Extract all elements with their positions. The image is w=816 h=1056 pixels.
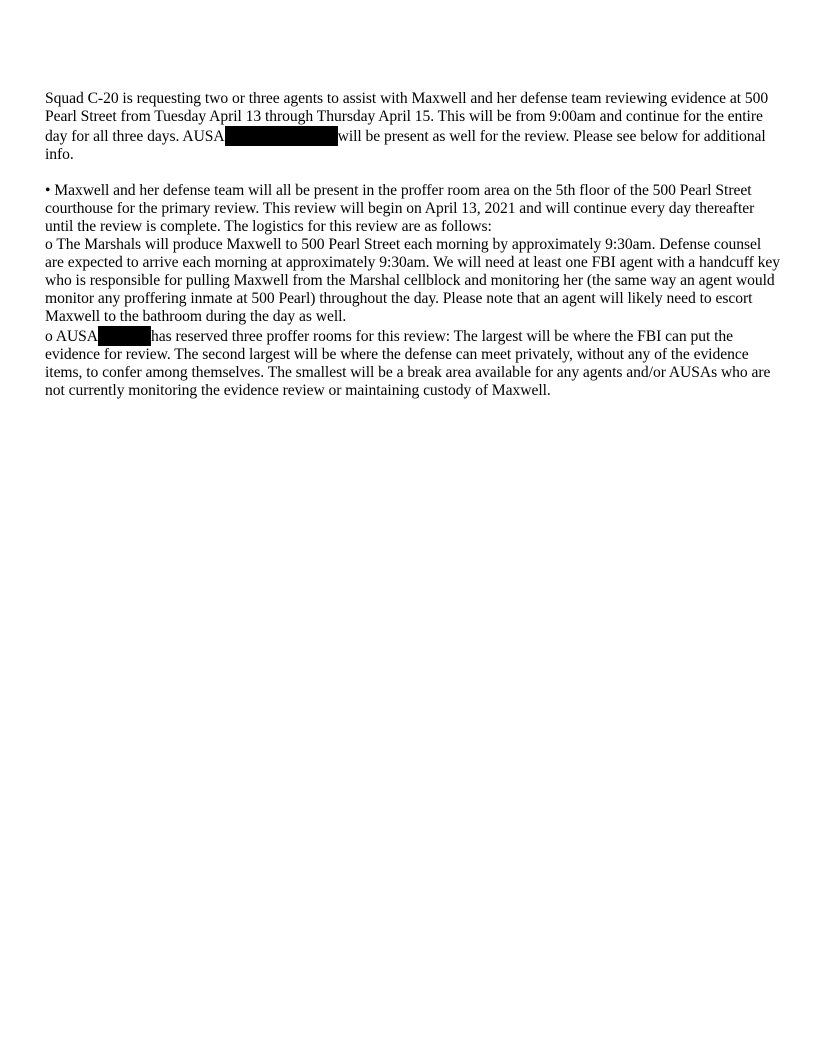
intro-text-before-redaction: Squad C-20 is requesting two or three agents to assist with Maxwell and her defense team reviewing evidence at 500 Pearl Street from Tuesday April 13 through Thursday April 15. This will be from 9:00am and continue for the entire day for all three days. AUSA xyxy=(45,90,769,145)
bullet-paragraph: • Maxwell and her defense team will all be present in the proffer room area on the 5th floor of the 500 Pearl Street courthouse for the primary review. This review will begin on April 13, 2021 and will continue every day thereafter until the review is complete. The logistics for this review are as follows: xyxy=(45,182,755,235)
paragraph-spacer xyxy=(45,164,780,182)
sub-item-text-after-redaction: has reserved three proffer rooms for this review: The largest will be where the FBI can put the evidence for review. The second largest will be where the defense can meet privately, without any of the evidence items, to confer among themselves. The smallest will be a break area available for any agents and/or AUSAs who are not currently monitoring the evidence review or maintaining custody of Maxwell. xyxy=(45,328,771,399)
document-body xyxy=(45,90,780,400)
intro-paragraph xyxy=(45,90,780,164)
sub-item-marshals: o The Marshals will produce Maxwell to 500 Pearl Street each morning by approximately 9:30am. Defense counsel are expected to arrive each morning at approximately 9:30am. We will need at least one FBI agent with a handcuff key who is responsible for pulling Maxwell from the Marshal cellblock and monitoring her (the same way an agent would monitor any proffering inmate at 500 Pearl) throughout the day. Please note that an agent will likely need to escort Maxwell to the bathroom during the day as well. xyxy=(45,236,780,325)
sub-item-proffer-rooms xyxy=(45,326,780,400)
sub-item-text-before-redaction: o AUSA xyxy=(45,328,98,345)
redaction-box xyxy=(98,326,151,346)
intro-text-after-redaction: will be present as well for the review. Please see below for additional info. xyxy=(45,128,766,163)
redaction-box xyxy=(225,126,338,146)
